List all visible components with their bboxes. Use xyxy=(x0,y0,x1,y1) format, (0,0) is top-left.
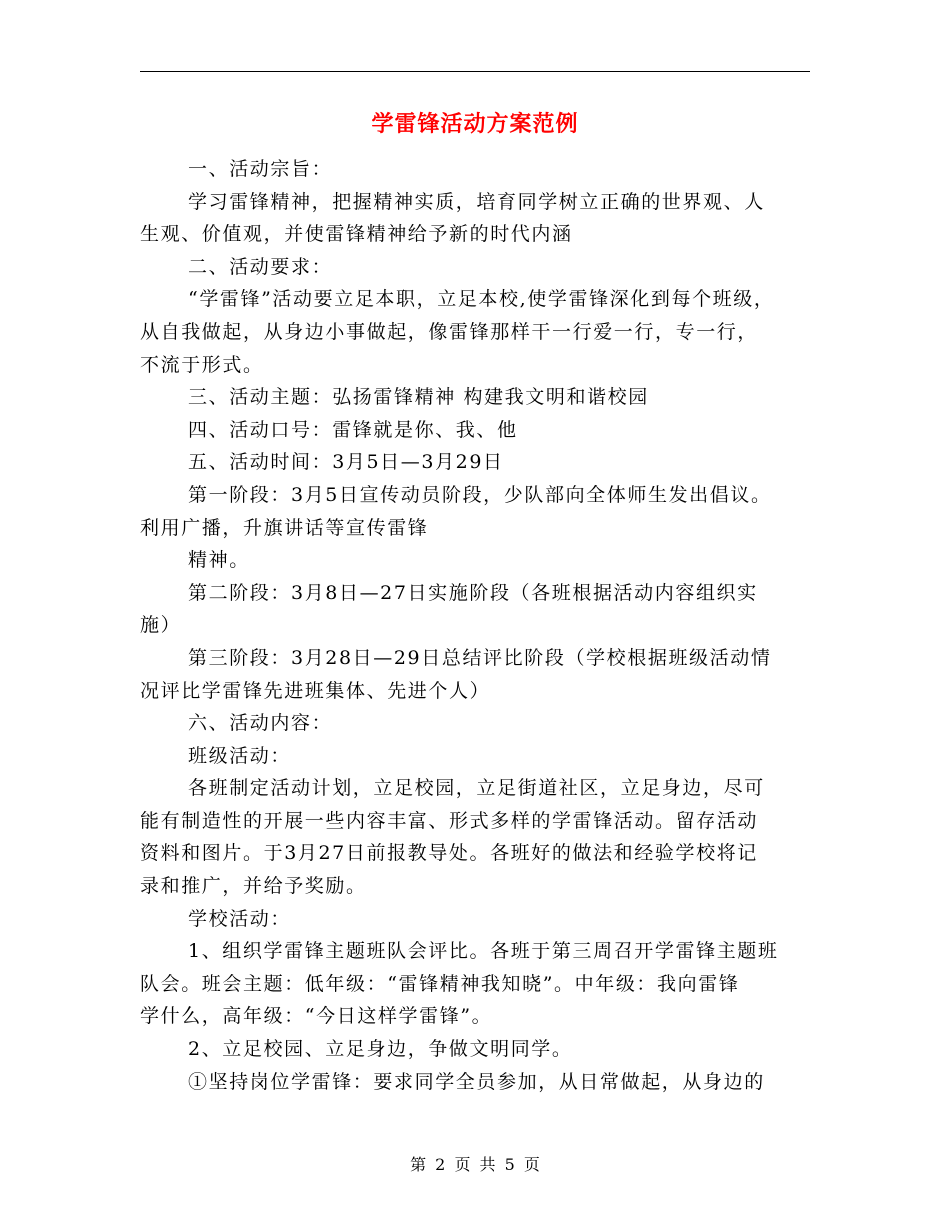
paragraph-line: 五、活动时间：3月5日—3月29日 xyxy=(188,451,504,474)
paragraph-line: 队会。班会主题：低年级：“雷锋精神我知晓”。中年级：我向雷锋 xyxy=(140,972,740,995)
paragraph-line: 二、活动要求： xyxy=(188,255,333,278)
paragraph-line: 学什么，高年级：“今日这样学雷锋”。 xyxy=(140,1005,493,1028)
paragraph-line: 四、活动口号：雷锋就是你、我、他 xyxy=(188,418,518,441)
paragraph-line: 不流于形式。 xyxy=(140,353,264,376)
paragraph-line: 一、活动宗旨： xyxy=(188,158,333,180)
page-footer: 第 2 页 共 5 页 xyxy=(410,1155,540,1174)
paragraph-line: 第一阶段：3月5日宣传动员阶段，少队部向全体师生发出倡议。 xyxy=(188,483,772,506)
paragraph-line: 三、活动主题：弘扬雷锋精神 构建我文明和谐校园 xyxy=(188,386,649,409)
paragraph-line: 录和推广，并给予奖励。 xyxy=(140,875,367,898)
document-body xyxy=(140,153,820,1098)
paragraph-line: 学校活动： xyxy=(188,907,292,930)
paragraph-line: 况评比学雷锋先进班集体、先进个人） xyxy=(140,679,491,702)
paragraph-line: 能有制造性的开展一些内容丰富、形式多样的学雷锋活动。留存活动 xyxy=(140,809,759,832)
paragraph-line: 第三阶段：3月28日—29日总结评比阶段（学校根据班级活动情 xyxy=(188,646,772,669)
paragraph-line: 资料和图片。于3月27日前报教导处。各班好的做法和经验学校将记 xyxy=(140,842,758,865)
paragraph-line: “学雷锋”活动要立足本职，立足本校,使学雷锋深化到每个班级， xyxy=(188,288,775,311)
paragraph-line: 利用广播，升旗讲话等宣传雷锋 xyxy=(140,516,429,539)
paragraph-line: 六、活动内容： xyxy=(188,712,333,735)
header-rule xyxy=(140,71,810,72)
paragraph-line: 施） xyxy=(140,614,182,637)
paragraph-line: 2、立足校园、立足身边，争做文明同学。 xyxy=(188,1038,573,1061)
paragraph-line: 1、组织学雷锋主题班队会评比。各班于第三周召开学雷锋主题班 xyxy=(188,940,779,963)
paragraph-line: 从自我做起，从身边小事做起，像雷锋那样干一行爱一行，专一行， xyxy=(140,320,759,343)
paragraph-line: 生观、价值观，并使雷锋精神给予新的时代内涵 xyxy=(140,223,573,246)
paragraph-line: 第二阶段：3月8日—27日实施阶段（各班根据活动内容组织实 xyxy=(188,581,758,604)
paragraph-line: ①坚持岗位学雷锋：要求同学全员参加，从日常做起，从身边的 xyxy=(188,1070,765,1093)
paragraph-line: 学习雷锋精神，把握精神实质，培育同学树立正确的世界观、人 xyxy=(188,190,765,213)
paragraph-line: 班级活动： xyxy=(188,744,292,767)
paragraph-line: 各班制定活动计划，立足校园，立足街道社区，立足身边，尽可 xyxy=(188,777,765,800)
document-title: 学雷锋活动方案范例 xyxy=(371,112,579,137)
paragraph-line: 精神。 xyxy=(188,549,250,572)
